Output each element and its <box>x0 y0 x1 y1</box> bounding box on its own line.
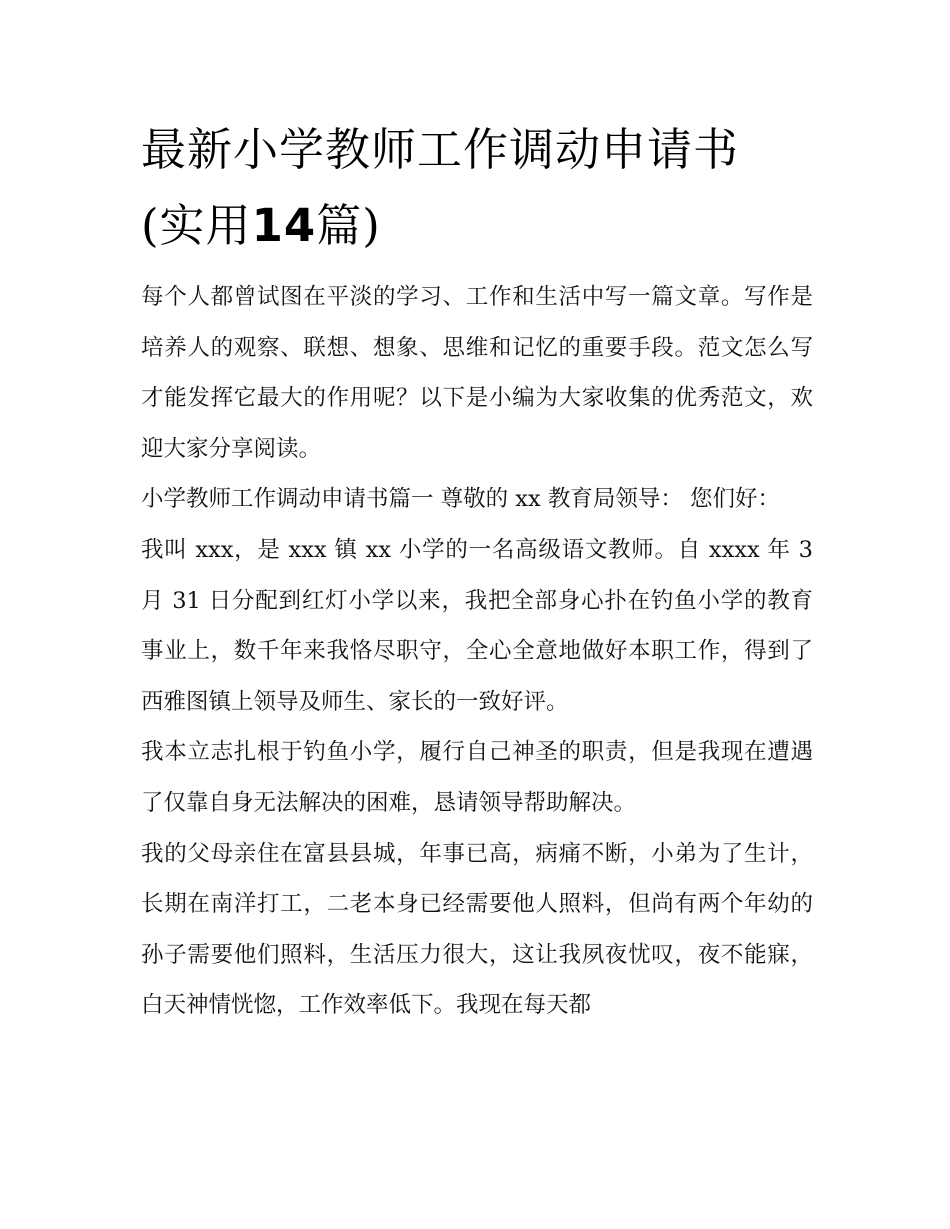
document-title <box>141 112 813 264</box>
paragraph-difficulty: 我本立志扎根于钓鱼小学，履行自己神圣的职责，但是我现在遭遇了仅靠自身无法解决的困难，恳请领导帮助解决。 <box>141 739 813 816</box>
paragraph-intro: 每个人都曾试图在平淡的学习、工作和生活中写一篇文章。写作是培养人的观察、联想、想象、思维和记忆的重要手段。范文怎么写才能发挥它最大的作用呢？以下是小编为大家收集的优秀范文，欢迎大家分享阅读。 <box>141 284 813 462</box>
paragraph-family-situation: 我的父母亲住在富县县城，年事已高，病痛不断，小弟为了生计，长期在南洋打工，二老本身已经需要他人照料，但尚有两个年幼的孙子需要他们照料，生活压力很大，这让我夙夜忧叹，夜不能寐，白天神情恍惚，工作效率低下。我现在每天都 <box>141 840 813 1019</box>
title-open: (实用 <box>141 199 252 252</box>
document-body <box>141 112 813 1031</box>
paragraph-salutation: 小学教师工作调动申请书篇一 尊敬的 xx 教育局领导： 您们好： <box>141 486 780 513</box>
paragraph-self-introduction: 我叫 xxx，是 xxx 镇 xx 小学的一名高级语文教师。自 xxxx 年 3 月 31 日分配到红灯小学以来，我把全部身心扑在钓鱼小学的教育事业上，数千年来我恪尽职守，全心全意地做好本职工作，得到了西雅图镇上领导及师生、家长的一致好评。 <box>141 536 813 715</box>
title-line-1: 最新小学教师工作调动申请书 <box>141 123 740 176</box>
title-close: 篇) <box>316 199 381 252</box>
title-number: 14 <box>251 199 317 252</box>
